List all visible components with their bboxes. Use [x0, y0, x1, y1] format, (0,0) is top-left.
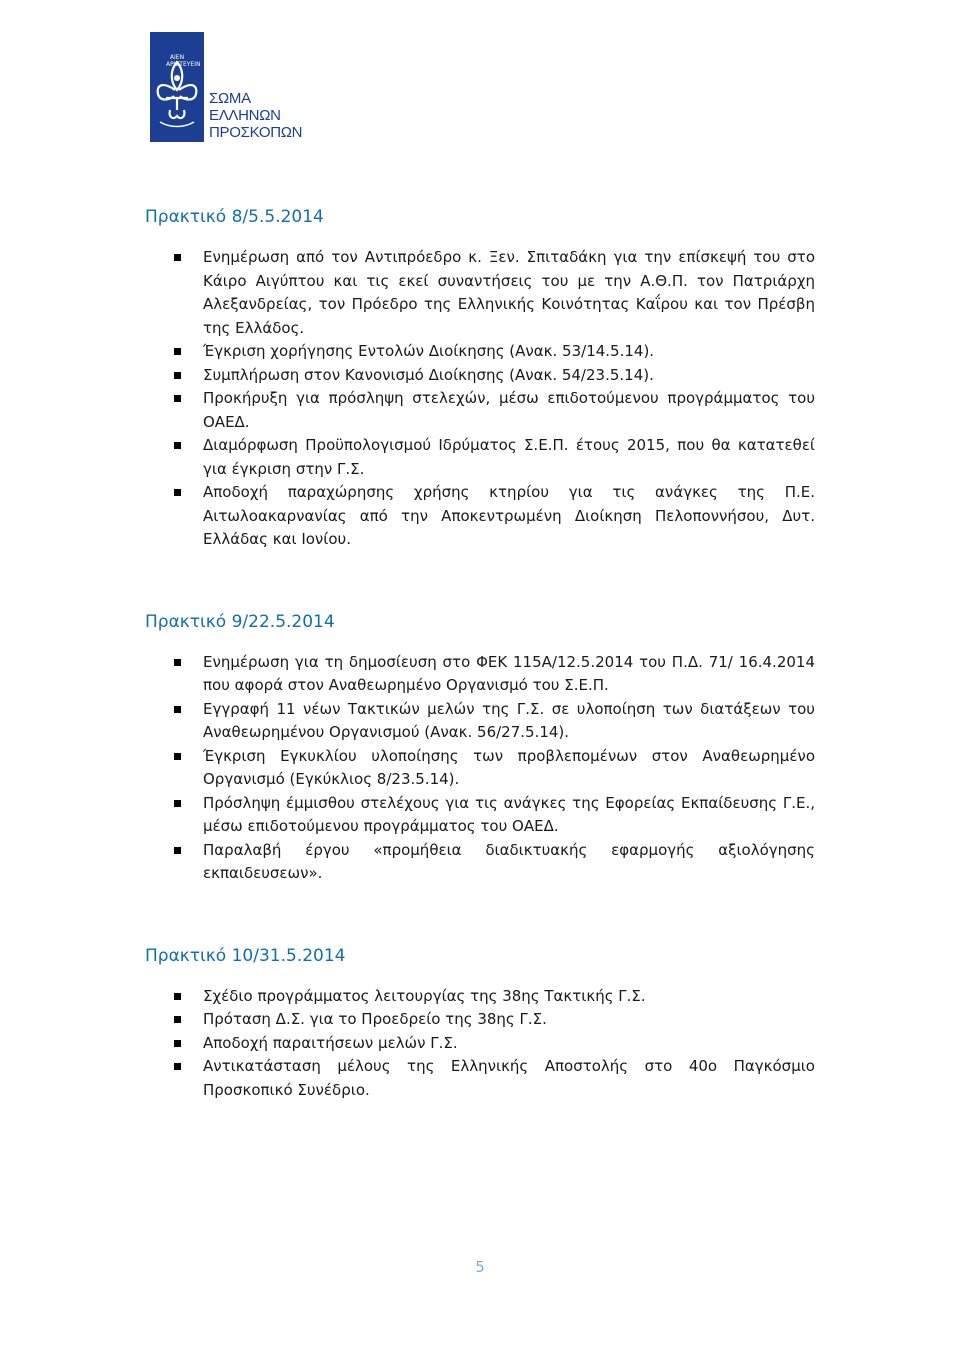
- section-title: Πρακτικό 8/5.5.2014: [145, 207, 324, 227]
- square-bullet-icon: [174, 1016, 181, 1023]
- logo-line-3: ΠΡΟΣΚΟΠΩΝ: [209, 124, 303, 141]
- section-items: [145, 985, 815, 1103]
- minutes-section-9: [145, 610, 815, 886]
- list-item-text: Διαμόρφωση Προϋπολογισμού Ιδρύματος Σ.Ε.Π. έτους 2015, που θα κατατεθεί για έγκριση στην Γ.Σ.: [203, 436, 815, 478]
- fleur-de-lis-icon: [150, 32, 204, 142]
- list-item-text: Σχέδιο προγράμματος λειτουργίας της 38ης Τακτικής Γ.Σ.: [203, 986, 646, 1005]
- logo-line-1: ΣΩΜΑ: [209, 90, 251, 107]
- square-bullet-icon: [174, 993, 181, 1000]
- list-item: [145, 651, 815, 698]
- list-item: [145, 481, 815, 552]
- list-item-text: Έγκριση χορήγησης Εντολών Διοίκησης (Ανακ. 53/14.5.14).: [203, 342, 655, 360]
- square-bullet-icon: [174, 442, 181, 449]
- list-item: [145, 1008, 815, 1032]
- list-item-text: Αντικατάσταση μέλους της Ελληνικής Αποστολής στο 40ο Παγκόσμιο Προσκοπικό Συνέδριο.: [203, 1057, 815, 1099]
- list-item: [145, 364, 815, 388]
- square-bullet-icon: [174, 800, 181, 807]
- square-bullet-icon: [174, 847, 181, 854]
- list-item: [145, 792, 815, 839]
- list-item-text: Αποδοχή παραχώρησης χρήσης κτηρίου για τις ανάγκες της Π.Ε. Αιτωλοακαρνανίας από την Αποκεντρωμένη Διοίκηση Πελοποννήσου, Δυτ. Ελλάδας και Ιονίου.: [203, 483, 815, 548]
- square-bullet-icon: [174, 659, 181, 666]
- square-bullet-icon: [174, 753, 181, 760]
- minutes-section-8: [145, 205, 815, 552]
- square-bullet-icon: [174, 348, 181, 355]
- section-items: [145, 651, 815, 886]
- square-bullet-icon: [174, 489, 181, 496]
- list-item: [145, 745, 815, 792]
- section-title: Πρακτικό 10/31.5.2014: [145, 945, 346, 966]
- square-bullet-icon: [174, 372, 181, 379]
- square-bullet-icon: [174, 1040, 181, 1047]
- list-item: [145, 698, 815, 745]
- document-body: [145, 205, 815, 1102]
- list-item-text: Εγγραφή 11 νέων Τακτικών μελών της Γ.Σ. σε υλοποίηση των διατάξεων του Αναθεωρημένου Οργανισμού (Ανακ. 56/27.5.14).: [203, 699, 815, 741]
- section-items: [145, 246, 815, 552]
- list-item-text: Συμπλήρωση στον Κανονισμό Διοίκησης (Ανακ. 54/23.5.14).: [203, 365, 654, 384]
- list-item: [145, 1055, 815, 1102]
- square-bullet-icon: [174, 706, 181, 713]
- list-item: [145, 1032, 815, 1056]
- list-item-text: Έγκριση Εγκυκλίου υλοποίησης των προβλεπομένων στον Αναθεωρημένο Οργανισμό (Εγκύκλιος 8/23.5.14).: [203, 746, 815, 788]
- logo-wordmark: [209, 90, 303, 141]
- list-item-text: Προκήρυξη για πρόσληψη στελεχών, μέσω επιδοτούμενου προγράμματος του ΟΑΕΔ.: [203, 389, 815, 431]
- list-item-text: Ενημέρωση από τον Αντιπρόεδρο κ. Ξεν. Σπιταδάκη για την επίσκεψή του στο Κάιρο Αιγύπτου και τις εκεί συναντήσεις του με την Α.Θ.Π. τον Πατριάρχη Αλεξανδρείας, τον Πρόεδρο της Ελληνικής Κοινότητας Καΐρου και τον Πρέσβη της Ελλάδος.: [203, 248, 815, 337]
- list-item: [145, 839, 815, 886]
- scouts-logo: [150, 32, 303, 144]
- page-number: 5: [475, 1258, 485, 1276]
- square-bullet-icon: [174, 395, 181, 402]
- square-bullet-icon: [174, 254, 181, 261]
- list-item-text: Αποδοχή παραιτήσεων μελών Γ.Σ.: [203, 1033, 458, 1052]
- list-item-text: Ενημέρωση για τη δημοσίευση στο ΦΕΚ 115Α/12.5.2014 του Π.Δ. 71/ 16.4.2014 που αφορά στον Αναθεωρημένο Οργανισμό του Σ.Ε.Π.: [203, 652, 815, 694]
- list-item: [145, 340, 815, 364]
- minutes-section-10: [145, 944, 815, 1103]
- logo-motto: ΑΙΕΝ ΑΡΙΣΤΕΥΕΙΝ: [166, 54, 201, 68]
- list-item: [145, 985, 815, 1009]
- list-item: [145, 246, 815, 340]
- list-item: [145, 434, 815, 481]
- logo-line-2: ΕΛΛΗΝΩΝ: [209, 107, 281, 124]
- logo-emblem-box: [150, 32, 204, 142]
- section-title: Πρακτικό 9/22.5.2014: [145, 611, 335, 632]
- list-item: [145, 387, 815, 434]
- list-item-text: Πρόταση Δ.Σ. για το Προεδρείο της 38ης Γ.Σ.: [203, 1010, 547, 1028]
- square-bullet-icon: [174, 1063, 181, 1070]
- list-item-text: Πρόσληψη έμμισθου στελέχους για τις ανάγκες της Εφορείας Εκπαίδευσης Γ.Ε., μέσω επιδοτούμενου προγράμματος του ΟΑΕΔ.: [203, 793, 815, 835]
- list-item-text: Παραλαβή έργου «προμήθεια διαδικτυακής εφαρμογής αξιολόγησης εκπαιδευσεων».: [203, 840, 815, 882]
